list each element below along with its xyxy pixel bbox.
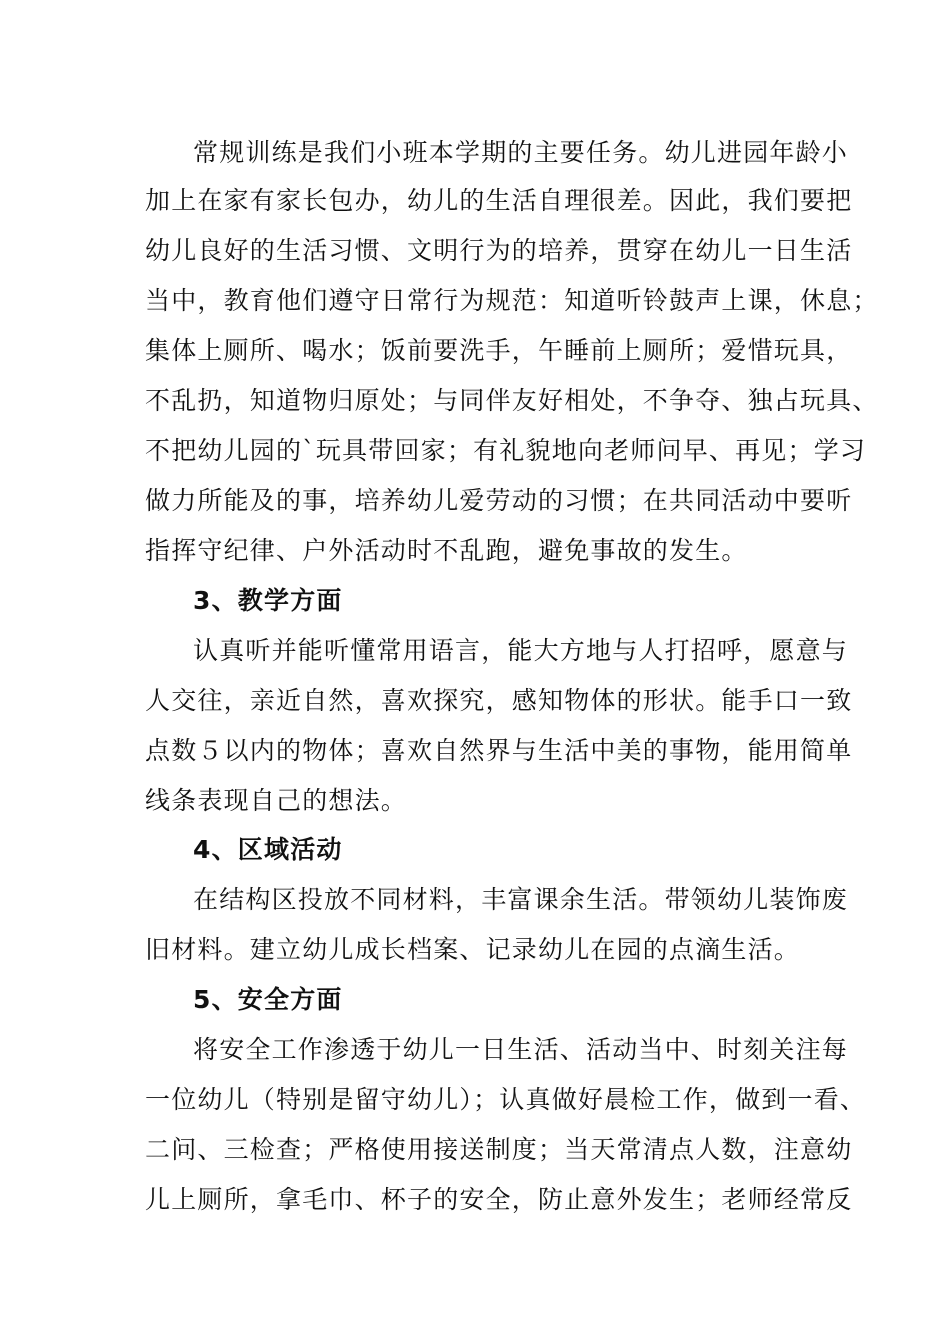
paragraph-3-line-2: 人交往，亲近自然，喜欢探究，感知物体的形状。能手口一致 <box>145 686 853 715</box>
paragraph-1-line-4: 当中，教育他们遵守日常行为规范：知道听铃鼓声上课，休息； <box>145 286 879 315</box>
paragraph-5-line-1: 将安全工作渗透于幼儿一日生活、活动当中、时刻关注每 <box>193 1035 849 1064</box>
paragraph-1-line-1: 常规训练是我们小班本学期的主要任务。幼儿进园年龄小 <box>193 138 849 167</box>
section-heading-safety: 5、安全方面 <box>193 985 343 1014</box>
paragraph-5-line-2: 一位幼儿（特别是留守幼儿）；认真做好晨检工作，做到一看、 <box>145 1085 867 1114</box>
paragraph-1-line-7: 不把幼儿园的`玩具带回家；有礼貌地向老师问早、再见；学习 <box>145 436 867 465</box>
paragraph-4-line-1: 在结构区投放不同材料，丰富课余生活。带领幼儿装饰废 <box>193 885 849 914</box>
paragraph-4-line-2: 旧材料。建立幼儿成长档案、记录幼儿在园的点滴生活。 <box>145 935 801 964</box>
paragraph-1-line-6: 不乱扔，知道物归原处；与同伴友好相处，不争夺、独占玩具、 <box>145 386 879 415</box>
section-heading-area-activities: 4、区域活动 <box>193 835 343 864</box>
paragraph-1-line-2: 加上在家有家长包办，幼儿的生活自理很差。因此，我们要把 <box>145 186 853 215</box>
paragraph-1-line-5: 集体上厕所、喝水；饭前要洗手，午睡前上厕所；爱惜玩具， <box>145 336 853 365</box>
paragraph-3-line-3: 点数５以内的物体；喜欢自然界与生活中美的事物，能用简单 <box>145 736 853 765</box>
paragraph-5-line-4: 儿上厕所，拿毛巾、杯子的安全，防止意外发生；老师经常反 <box>145 1185 853 1214</box>
section-heading-teaching: 3、教学方面 <box>193 586 343 615</box>
paragraph-1-line-8: 做力所能及的事，培养幼儿爱劳动的习惯；在共同活动中要听 <box>145 486 853 515</box>
paragraph-1-line-3: 幼儿良好的生活习惯、文明行为的培养，贯穿在幼儿一日生活 <box>145 236 853 265</box>
paragraph-3-line-4: 线条表现自己的想法。 <box>145 786 408 815</box>
paragraph-1-line-9: 指挥守纪律、户外活动时不乱跑，避免事故的发生。 <box>145 536 748 565</box>
paragraph-3-line-1: 认真听并能听懂常用语言，能大方地与人打招呼，愿意与 <box>193 636 849 665</box>
paragraph-5-line-3: 二问、三检查；严格使用接送制度；当天常清点人数，注意幼 <box>145 1135 853 1164</box>
